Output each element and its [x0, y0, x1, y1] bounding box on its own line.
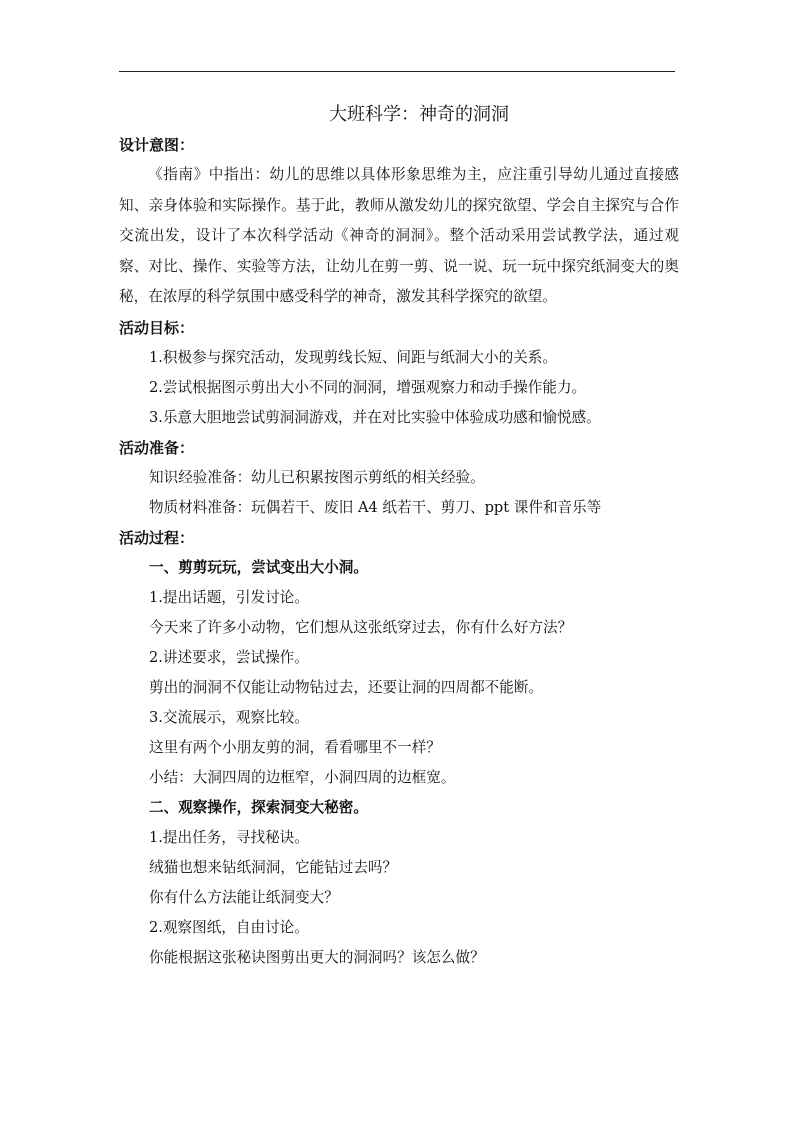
process-part1-title: 一、剪剪玩玩，尝试变出大小洞。 — [149, 558, 368, 576]
preparation-item: 知识经验准备：幼儿已积累按图示剪纸的相关经验。 — [149, 468, 485, 486]
goal-item: 3.乐意大胆地尝试剪洞洞游戏，并在对比实验中体验成功感和愉悦感。 — [149, 408, 601, 426]
process-part2-title: 二、观察操作，探索洞变大秘密。 — [149, 798, 368, 816]
preparation-item: 物质材料准备：玩偶若干、废旧 A4 纸若干、剪刀、ppt 课件和音乐等 — [149, 498, 602, 516]
design-paragraph: 《指南》中指出：幼儿的思维以具体形象思维为主，应注重引导幼儿通过直接感知、亲身体验和实际操作。基于此，教师从激发幼儿的探究欲望、学会自主探究与合作交流出发，设计了本次科学活动《神奇的洞洞》。整个活动采用尝试教学法，通过观察、对比、操作、实验等方法，让幼儿在剪一剪、说一说、玩一玩中探究纸洞变大的奥秘，在浓厚的科学氛围中感受科学的神奇，激发其科学探究的欲望。 — [119, 166, 679, 305]
goal-item: 1.积极参与探究活动，发现剪线长短、间距与纸洞大小的关系。 — [149, 348, 557, 366]
process-line: 1.提出任务，寻找秘诀。 — [149, 828, 309, 846]
process-line: 1.提出话题，引发讨论。 — [149, 588, 309, 606]
process-line: 绒猫也想来钻纸洞洞，它能钻过去吗？ — [149, 858, 398, 876]
goal-item: 2.尝试根据图示剪出大小不同的洞洞，增强观察力和动手操作能力。 — [149, 378, 587, 396]
process-heading: 活动过程： — [119, 528, 195, 547]
design-heading: 设计意图： — [119, 136, 195, 154]
process-line: 这里有两个小朋友剪的洞，看看哪里不一样？ — [149, 738, 441, 756]
process-line: 你有什么方法能让纸洞变大？ — [149, 888, 339, 906]
document-body — [119, 100, 679, 973]
process-line: 剪出的洞洞不仅能让动物钻过去，还要让洞的四周都不能断。 — [149, 678, 544, 696]
document-title: 大班科学：神奇的洞洞 — [329, 104, 509, 125]
process-line: 3.交流展示，观察比较。 — [149, 708, 309, 726]
goals-heading: 活动目标： — [119, 318, 195, 337]
process-line: 2.观察图纸，自由讨论。 — [149, 918, 309, 936]
process-line: 2.讲述要求，尝试操作。 — [149, 648, 309, 666]
process-line: 你能根据这张秘诀图剪出更大的洞洞吗？该怎么做？ — [149, 948, 485, 966]
process-line: 小结：大洞四周的边框窄，小洞四周的边框宽。 — [149, 768, 456, 786]
header-rule — [119, 71, 675, 72]
preparation-heading: 活动准备： — [119, 438, 195, 457]
process-line: 今天来了许多小动物，它们想从这张纸穿过去，你有什么好方法？ — [149, 618, 573, 636]
